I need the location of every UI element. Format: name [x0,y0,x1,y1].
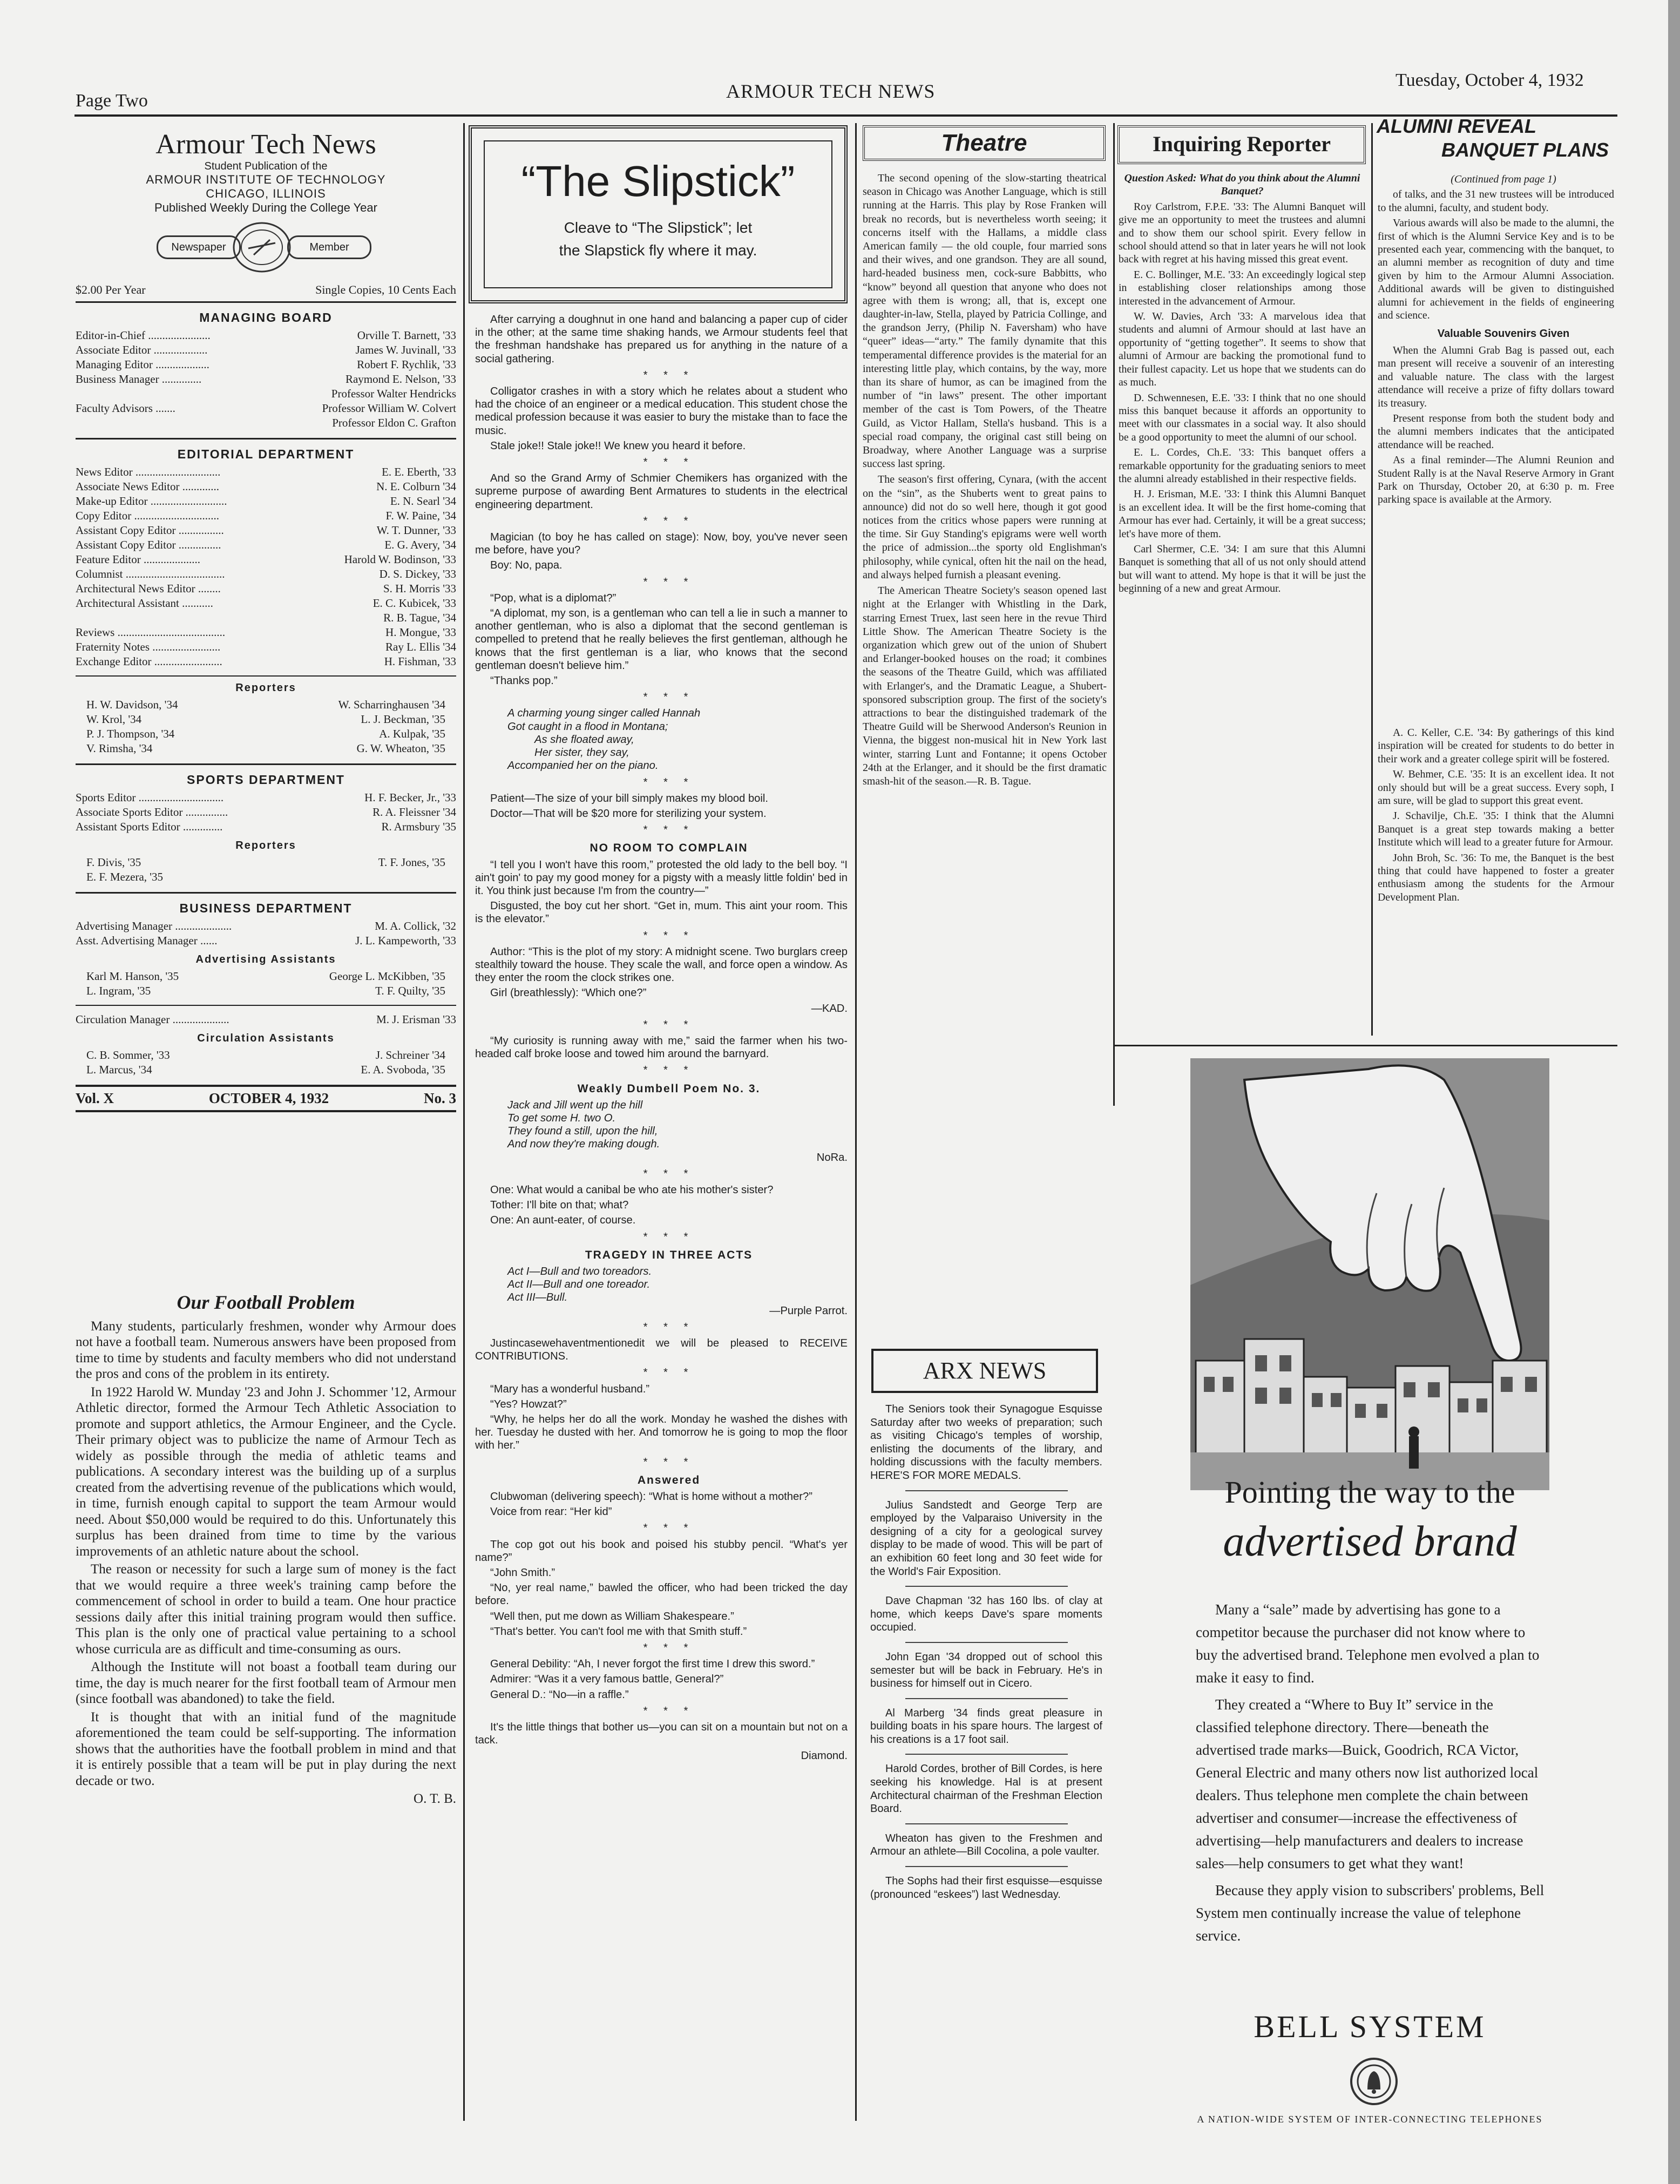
separator-stars: * * * [643,1321,695,1333]
masthead-subtitle: Student Publication of the [204,160,328,172]
assistant-row [86,1063,445,1077]
alumni-title-2: BANQUET PLANS [1441,139,1609,161]
joke-paragraph: “Why, he helps her do all the work. Monday he washed the dishes with her. Tuesday he dusted with her. And tomorrow he is going to mop the floor with her.” [475,1414,848,1452]
verse-line: Jack and Jill went up the hill [507,1099,643,1111]
verse-line: Accompanied her on the piano. [507,760,659,772]
reporter-row-label: W. Krol, '34 [86,713,142,726]
staff-row-value: Harold W. Bodinson, '33 [344,553,456,566]
assistant-row-label: L. Marcus, '34 [86,1063,152,1076]
reporter-answer: Carl Shermer, C.E. '34: I am sure that this Alumni Banquet is something that all of us not only should attend but will want to attend. My hope is that it will be just the beginning of a new and great Armour. [1119,543,1366,595]
joke-paragraph: Tother: I'll bite on that; what? [490,1199,629,1212]
managing-board-heading: MANAGING BOARD [199,310,333,324]
bell-ad [1126,1058,1614,2138]
issue-number: No. 3 [423,1090,456,1106]
joke-heading: Weakly Dumbell Poem No. 3. [577,1082,761,1095]
reporter-answer: H. J. Erisman, M.E. '33: I think this Alumni Banquet is an excellent idea. It will be the first home-coming that Armour has ever had. Certainly, it will be a great success; let's have more of them. [1119,488,1366,540]
reporter-row [86,855,445,870]
reporter-row-label: V. Rimsha, '34 [86,742,153,755]
reporter-answer: J. Schavilje, Ch.E. '35: I think that the Alumni Banquet is a great step towards making a better Institute which will lead to a greater future for Armour. [1378,810,1614,849]
editorial-article [76,1290,456,2176]
joke-paragraph: Patient—The size of your bill simply makes my blood boil. [490,792,768,804]
reporter-row-value: W. Scharringhausen '34 [338,698,445,711]
staff-row [76,934,456,948]
separator-stars: * * * [643,1522,695,1534]
theatre-heading-box [863,125,1106,161]
staff-row-value: F. W. Paine, '34 [385,509,456,522]
joke-heading: NO ROOM TO COMPLAIN [590,842,748,855]
staff-row-label: Advertising Manager .................... [76,919,232,932]
arx-item: The Sophs had their first esquisse—esquisse (pronounced “eskees”) last Wednesday. [870,1875,1102,1901]
section-rule [1113,1045,1617,1046]
badge-right-label: Member [287,235,371,259]
staff-row [76,552,456,567]
staff-row [76,582,456,596]
staff-row [76,357,456,372]
reporter-title: Inquiring Reporter [1153,132,1331,156]
joke-paragraph: General D.: “No—in a raffle.” [490,1688,629,1701]
alumni-paragraph: Various awards will also be made to the alumni, the first of which is the Alumni Service Key and is to be presented each year, commencing with the banquet, to an alumni member as recognition of duty and time given by him to the Armour Alumni Association. Additional awards will be given to distinguished alumni for achievement in the fields of engineering and science. [1378,217,1614,322]
separator-stars: * * * [643,576,695,588]
column-rule [463,123,465,2121]
slipstick-header-box [469,125,848,303]
reporter-row-value: G. W. Wheaton, '35 [356,742,445,755]
joke-paragraph: Clubwoman (delivering speech): “What is home without a mother?” [490,1491,812,1503]
staff-row [76,523,456,538]
separator-stars: * * * [643,776,695,788]
separator-stars: * * * [643,1642,695,1654]
separator-stars: * * * [643,515,695,527]
editorial-paragraph: In 1922 Harold W. Munday '23 and John J. Schommer '12, Armour Athletic director, formed the Armour Tech Athletic Association to promote and support athletics, the Armour Engineer, and the Cycle. Their primary object was to publicize the name of Armour Tech as widely as possible through the media of athletic teams and publications. A secondary interest was the building up of a surplus created from the advertising revenue of the publications which would, in time, furnish enough capital to support the team Armour would need. About $50,000 would be required to do this. Unfortunately this surplus has been drained from time to time by the various improvements of an athletic nature about the school. [76,1384,456,1559]
alumni-headline [1377,114,1614,162]
staff-row-label: News Editor .............................. [76,465,221,478]
alumni-title-1: ALUMNI REVEAL [1377,115,1536,137]
ad-headline-2: advertised brand [1223,1518,1517,1565]
staff-row-value: Ray L. Ellis '34 [385,640,456,653]
joke-paragraph: Colligator crashes in with a story which he relates about a student who had the choice of an engineer or a medical education. This student chose the medical profession because it was easier to bury the mistake than to face the music. [475,386,848,437]
editorial-reporters [76,698,456,756]
joke-paragraph: Girl (breathlessly): “Which one?” [490,987,647,999]
verse-line: As she floated away, [534,733,634,746]
reporter-row-label: F. Divis, '35 [86,856,141,869]
editorial-reporters-heading: Reporters [235,682,296,694]
arx-divider [905,1754,1068,1755]
reporter-row-label: H. W. Davidson, '34 [86,698,178,711]
staff-row-value: R. A. Fleissner '34 [372,806,456,819]
price-year: $2.00 Per Year [76,283,146,296]
joke-paragraph: “Thanks pop.” [490,675,558,687]
staff-row [76,479,456,494]
joke-paragraph: Admirer: “Was it a very famous battle, General?” [490,1673,724,1686]
staff-row [76,567,456,582]
arx-item: Al Marberg '34 finds great pleasure in building boats in his spare hours. The largest of his creations is a 17 foot sail. [870,1707,1102,1746]
separator-stars: * * * [643,824,695,836]
staff-row-label: Faculty Advisors ....... [76,402,175,415]
masthead-title: Armour Tech News [155,129,376,160]
staff-row [76,640,456,654]
issue-date: OCTOBER 4, 1932 [208,1090,329,1106]
joke-paragraph: General Debility: “Ah, I never forgot the first time I drew this sword.” [490,1658,815,1671]
staff-row [76,820,456,834]
separator-stars: * * * [643,1018,695,1031]
reporter-answer: E. C. Bollinger, M.E. '33: An exceedingly logical step in establishing closer relationships among those interested in the advancement of Armour. [1119,268,1366,307]
assistant-row-label: C. B. Sommer, '33 [86,1049,170,1061]
separator-stars: * * * [643,1705,695,1717]
staff-row-label: Reviews ...................................... [76,626,226,639]
reporter-continued-column [1378,726,1614,1039]
joke-signature: NoRa. [816,1151,848,1164]
reporter-row-label: E. F. Mezera, '35 [86,870,164,883]
reporter-answer: A. C. Keller, C.E. '34: By gatherings of this kind inspiration will be created for students to do better in their work and a greater college spirit will be fostered. [1378,727,1614,765]
arx-heading-box [871,1349,1098,1393]
editorial-list [76,465,456,669]
price-line [76,283,456,297]
staff-row [76,625,456,640]
verse-line: A charming young singer called Hannah [507,707,701,720]
assistant-row-value: E. A. Svoboda, '35 [361,1063,445,1076]
joke-signature: —Purple Parrot. [769,1304,848,1317]
joke-paragraph: “John Smith.” [490,1567,556,1579]
assistant-row-label: L. Ingram, '35 [86,984,151,997]
badge-seal-icon [232,221,292,273]
theatre-paragraph: The season's first offering, Cynara, (with the accent on the “sin”, as the Shuberts went to great pains to announce) did not do so well here, though it got good notices from the critics whose papers were running at the time. Sir Guy Standing's epigrams were well worth the price of admission...the sporty old Englishman's philosophy, while cynical, often hit the nail on the head, and always helped furnish a pleasant evening. [863,474,1107,581]
separator-stars: * * * [643,456,695,469]
staff-row-value: Professor Eldon C. Grafton [332,416,456,429]
joke-paragraph: Stale joke!! Stale joke!! We knew you heard it before. [490,439,746,452]
staff-row-value: R. B. Tague, '34 [383,611,456,624]
separator-stars: * * * [643,1230,695,1243]
joke-heading: TRAGEDY IN THREE ACTS [585,1248,753,1261]
circulation-manager-label: Circulation Manager .................... [76,1013,229,1026]
staff-row-value: N. E. Colburn '34 [376,480,456,493]
masthead-institute: ARMOUR INSTITUTE OF TECHNOLOGY [146,173,386,186]
staff-row-value: Professor William W. Colvert [322,402,456,415]
editorial-heading: EDITORIAL DEPARTMENT [177,447,355,461]
editorial-paragraph: Although the Institute will not boast a football team during our time, the day is much nearer for the first football team of Armour men (since football was abandoned) to take the field. [76,1660,456,1706]
assistant-row-label: Karl M. Hanson, '35 [86,970,179,983]
separator-stars: * * * [643,1456,695,1468]
ad-brand: BELL SYSTEM [1254,2009,1486,2044]
staff-row-label: Columnist ................................... [76,567,225,580]
slipstick-column [475,313,848,2181]
staff-row [76,387,456,401]
theatre-paragraph: The second opening of the slow-starting theatrical season in Chicago was Another Language, which is still running at the Harris. This play by Rose Franken will break no records, but is nevertheless worth seeing; it concerns itself with the Hallams, a middle class American family — the old couple, four married sons and their wives, and one grandson. They are all sound, hard-headed business men, cock-sure Babbitts, who “know” beyond all question that anyone who does not agree with them is wrong; all, that is, except one daughter-in-law, Stella, played by Patricia Collinge, and the grandson Jerry, (Philip N. Faversham) who have “queer” ideas—“arty.” The family dynamite that this temperamental difference provides is the material for an interesting little play, which contains, by the way, more than its share of humor, as can be imagined from the number of “in laws” present. The other important member of the cast is Tom Powers, of the Theatre Guild, as Victor Hallam, Stella's husband. This is a special road company, the original cast still being on Broadway, where Another Language was a surprise success last spring. [863,172,1107,470]
separator-stars: * * * [643,1367,695,1379]
reporter-column [1119,172,1366,1036]
joke-paragraph: “Well then, put me down as William Shakespeare.” [490,1610,734,1622]
verse-line: Her sister, they say, [534,747,629,759]
staff-row-label: Architectural Assistant ........... [76,597,213,610]
joke-paragraph: It's the little things that bother us—you can sit on a mountain but not on a tack. [475,1721,848,1747]
staff-row [76,401,456,416]
staff-row [76,790,456,805]
ad-paragraph: Because they apply vision to subscribers' problems, Bell System men continually increase the value of telephone service. [1196,1882,1544,1944]
staff-row-label: Exchange Editor ........................ [76,655,222,668]
ad-headline-1: Pointing the way to the [1224,1475,1515,1510]
separator-stars: * * * [643,1064,695,1077]
staff-row-label: Make-up Editor ........................... [76,495,227,508]
joke-paragraph: “Pop, what is a diplomat?” [490,592,617,604]
sports-reporters-heading: Reporters [235,840,296,851]
ad-tagline: A NATION-WIDE SYSTEM OF INTER-CONNECTING TELEPHONES [1197,2114,1543,2125]
separator-stars: * * * [643,929,695,942]
verse-line: Act II—Bull and one toreador. [507,1279,651,1291]
staff-row-value: E. C. Kubicek, '33 [372,597,456,610]
verse-line: Act I—Bull and two toreadors. [507,1266,652,1277]
staff-row-label: Editor-in-Chief ...................... [76,329,211,342]
slipstick-title: “The Slipstick” [521,157,795,205]
masthead-city: CHICAGO, ILLINOIS [206,187,326,200]
staff-row [76,611,456,625]
verse-line: Act III—Bull. [507,1292,568,1304]
reporter-answer: Roy Carlstrom, F.P.E. '33: The Alumni Banquet will give me an opportunity to meet the trustees and alumni and to show them our school spirit. Every fellow in school should attend so that in later years he will not look back with regret at his having missed this great event. [1119,200,1366,266]
staff-row [76,494,456,509]
staff-row-value: Orville T. Barnett, '33 [357,329,456,342]
joke-paragraph: “My curiosity is running away with me,” said the farmer when his two-headed calf broke loose and towed him around the barnyard. [475,1034,848,1060]
joke-paragraph: Author: “This is the plot of my story: A midnight scene. Two burglars creep stealthily toward the house. They scale the wall, and force open a window. As they enter the room the clock strikes one. [475,945,848,984]
staff-row-value: M. A. Collick, '32 [375,919,456,932]
column-rule [1113,123,1115,1106]
joke-paragraph: Disgusted, the boy cut her short. “Get in, mum. This aint your room. This is the elevator.” [475,900,848,925]
business-list [76,919,456,948]
staff-row-label: Fraternity Notes ........................ [76,640,221,653]
managing-board-list [76,328,456,430]
staff-row-label: Assistant Copy Editor ................ [76,524,224,537]
staff-row-value: W. T. Dunner, '33 [376,524,456,537]
staff-row-value: J. L. Kampeworth, '33 [355,934,456,947]
price-single: Single Copies, 10 Cents Each [315,283,456,296]
verse-line: And now they're making dough. [507,1138,660,1151]
arx-divider [905,1586,1068,1587]
sports-reporters [76,855,456,884]
joke-paragraph: One: What would a canibal be who ate his mother's sister? [490,1184,774,1196]
joke-paragraph: One: An aunt-eater, of course. [490,1214,636,1227]
reporter-row [86,727,445,741]
circulation-assistants [76,1048,456,1077]
arx-divider [905,1823,1068,1824]
editorial-title: Our Football Problem [177,1292,355,1313]
bell-logo-icon [1350,2057,1398,2106]
masthead-frequency: Published Weekly During the College Year [154,201,377,214]
issue-date-header: Tuesday, October 4, 1932 [1396,70,1584,90]
staff-row-value: H. F. Becker, Jr., '33 [364,791,456,804]
verse-line: They found a still, upon the hill, [507,1125,658,1138]
arx-item: John Egan '34 dropped out of school this semester but will be back in February. He's in business for himself out in Cicero. [870,1651,1102,1690]
alumni-continued-note: (Continued from page 1) [1451,173,1556,185]
staff-row-label: Asst. Advertising Manager ...... [76,934,218,947]
arx-item: The Seniors took their Synagogue Esquisse Saturday after two weeks of preparation; such as visiting Chicago's temples of worship, enlisting the documents of the library, and holding discussions with the faculty members. HERE'S FOR MORE MEDALS. [870,1403,1102,1482]
arx-divider [905,1866,1068,1867]
staff-row [76,416,456,430]
staff-row-label: Feature Editor .................... [76,553,200,566]
staff-row-value: E. G. Avery, '34 [384,538,456,551]
staff-row-value: H. Mongue, '33 [385,626,456,639]
arx-divider [905,1698,1068,1699]
staff-row-label: Associate Sports Editor ............... [76,806,228,819]
arx-column [870,1403,1102,2159]
separator-stars: * * * [643,691,695,704]
joke-paragraph: “Yes? Howzat?” [490,1398,567,1410]
staff-row-label: Associate News Editor ............. [76,480,219,493]
staff-row-value: Robert F. Rychlik, '33 [357,358,456,371]
alumni-paragraph: When the Alumni Grab Bag is passed out, each man present will receive a souvenir of an interesting and valuable nature. The class with the largest attendance will receive a prize of fifty dollars toward its treasury. [1378,344,1614,409]
sports-list [76,790,456,834]
joke-paragraph: “A diplomat, my son, is a gentleman who can tell a lie in such a manner to another gentleman, who is also a diplomat that the second gentleman is compelled to pretend that he really believes the first gentleman, although he knows that the first gentleman is a liar, who knows that the second gentleman doesn't believe him.” [475,607,848,672]
reporter-heading-box [1117,125,1366,164]
joke-paragraph: “That's better. You can't fool me with that Smith stuff.” [490,1625,747,1638]
reporter-row-value: T. F. Jones, '35 [378,856,445,869]
arx-divider [905,1490,1068,1491]
joke-paragraph: “No, yer real name,” bawled the officer, who had been tricked the day before. [475,1582,848,1607]
ad-body [1196,1598,1547,1951]
reporter-row [86,712,445,727]
reporter-row-value: A. Kulpak, '35 [379,727,445,740]
advertising-assistants [76,969,456,998]
joke-paragraph: Doctor—That will be $20 more for sterilizing your system. [490,807,767,820]
staff-row-label: Copy Editor .............................. [76,509,219,522]
verse-line: Got caught in a flood in Montana; [507,720,668,733]
theatre-paragraph: The American Theatre Society's season opened last night at the Erlanger with Whistling in the Dark, starring Ernest Truex, last seen here in the revue Third Little Show. The American Theatre Society is the organization which grew out of the union of Shubert and Erlanger-booked houses on the road; it combines the seasons of the Theatre Guild, which was affiliated with Erlanger's, and the Dramatic League, a Shubert-sponsored subscription group. The first of the society's attractions to bear the distinguished trademark of the Theatre Guild will be Sherwood Anderson's Reunion in Vienna, the biggest non-musical hit in New York last winter, starring Lunt and Fontanne; it opens October 24th at the Erlanger, and it should be the first dramatic smash-hit of the season.—R. B. Tague. [863,585,1107,787]
verse-line: To get some H. two O. [507,1112,616,1124]
reporter-question: Question Asked: What do you think about the Alumni Banquet? [1124,172,1360,198]
arx-item: Wheaton has given to the Freshmen and Armour an athlete—Bill Cocolina, a pole vaulter. [870,1832,1102,1858]
editorial-paragraph: Many students, particularly freshmen, wonder why Armour does not have a football team. Numerous answers have been proposed from time to time by students and faculty members who did not understand the pros and cons of the problem in its entirety. [76,1318,456,1381]
staff-row-label: Architectural News Editor ........ [76,582,221,595]
staff-row [76,919,456,934]
staff-row [76,509,456,523]
staff-row-label: Assistant Copy Editor ............... [76,538,221,551]
joke-paragraph: Voice from rear: “Her kid” [490,1506,612,1518]
reporter-answer: E. L. Cordes, Ch.E. '33: This banquet offers a remarkable opportunity for the graduating seniors to meet the alumni already established in their respective fields. [1119,447,1366,485]
assistant-row-value: George L. McKibben, '35 [329,970,445,983]
joke-paragraph: Justincasewehaventmentionedit we will be pleased to RECEIVE CONTRIBUTIONS. [475,1337,848,1363]
circulation-manager-row [76,1012,456,1027]
sports-heading: SPORTS DEPARTMENT [187,773,345,787]
page-edge [1668,0,1680,2184]
reporter-answer: John Broh, Sc. '36: To me, the Banquet is the best thing that could have happened to foster a greater enthusiasm among the students for the Armour Development Plan. [1378,851,1614,903]
alumni-subhead: Valuable Souvenirs Given [1437,328,1570,340]
arx-item: Dave Chapman '32 has 160 lbs. of clay at home, which keeps Dave's spare moments occupied. [870,1595,1102,1634]
slipstick-motto-1: Cleave to “The Slipstick”; let [564,219,753,236]
assistant-row-value: T. F. Quilty, '35 [375,984,445,997]
reporter-answer: W. Behmer, C.E. '35: It is an excellent idea. It not only should but will be a great success. Every soph, I am sure, will be glad to support this great event. [1378,768,1614,807]
reporter-answer: W. W. Davies, Arch '33: A marvelous idea that students and alumni of Armour should at last have an opportunity of “getting together”. It seems to show that alumni of Armour are backing the promotional fund to their fullest capacity. Let us hope that we students can do as much. [1119,310,1366,389]
separator-stars: * * * [643,1167,695,1180]
assistant-row [86,984,445,998]
arx-title: ARX NEWS [923,1357,1047,1384]
paper-name: ARMOUR TECH NEWS [726,80,936,102]
staff-row [76,372,456,387]
staff-row-value: James W. Juvinall, '33 [355,343,456,356]
joke-paragraph: Boy: No, papa. [490,559,563,572]
joke-paragraph: “Mary has a wonderful husband.” [490,1383,650,1395]
press-association-badge [76,219,456,279]
advertising-assistants-heading: Advertising Assistants [195,954,336,965]
masthead [76,123,456,1112]
reporter-row [86,698,445,712]
staff-row-value: E. E. Eberth, '33 [382,465,456,478]
theatre-column [863,172,1107,1338]
staff-row [76,465,456,479]
editorial-paragraph: It is thought that with an initial fund of the magnitude aforementioned the team could be self-supporting. The information shows that the authorities have the football problem in mind and that it is entirely possible that a team will be put in play during the next decade or two. [76,1709,456,1788]
staff-row [76,654,456,669]
staff-row-label: Managing Editor ................... [76,358,209,371]
staff-row [76,328,456,343]
ad-paragraph: They created a “Where to Buy It” service in the classified telephone directory. There—beneath the advertised trade marks—Buick, Goodrich, RCA Victor, General Electric and many others now list authorized local dealers. Thus telephone men complete the chain between advertiser and consumer—increase the effectiveness of advertising—help manufacturers and dealers to increase sales—help consumers to get what they want! [1196,1696,1539,1871]
staff-row-label: Business Manager .............. [76,373,202,386]
staff-row-label: Associate Editor ................... [76,343,208,356]
circulation-manager-name: M. J. Erisman '33 [376,1013,456,1026]
assistant-row-value: J. Schreiner '34 [375,1049,445,1061]
staff-row [76,343,456,357]
joke-paragraph: And so the Grand Army of Schmier Chemikers has organized with the supreme purpose of awarding Bent Armatures to students in the electrical engineering department. [475,472,848,511]
staff-row [76,538,456,552]
staff-row-value: S. H. Morris '33 [383,582,456,595]
alumni-paragraph: As a final reminder—The Alumni Reunion and Student Rally is at the Naval Reserve Armory in Grant Park on Thursday, October 20, at 6:30 p. m. Free parking space is available at the Armory. [1378,454,1614,506]
badge-left-label: Newspaper [157,235,241,259]
reporter-row-label: P. J. Thompson, '34 [86,727,175,740]
editorial-paragraph: The reason or necessity for such a large sum of money is the fact that we would require a three week's training camp before the commencement of school in order to build a team. One hour practice sessions daily after this initial training program would then suffice. This plan is the only one of practical value pertaining to a school whose curricula are as difficult and time-consuming as ours. [76,1562,456,1656]
staff-row [76,805,456,820]
staff-row-value: E. N. Searl '34 [390,495,456,508]
reporter-row [86,870,445,884]
ad-paragraph: Many a “sale” made by advertising has gone to a competitor because the purchaser did not know where to buy the advertised brand. Telephone men evolved a plan to make it easy to find. [1196,1601,1540,1686]
joke-paragraph: After carrying a doughnut in one hand and balancing a paper cup of cider in the other; at the same time shaking hands, we Armour students feel that the freshman handshake has prepared us for anything in the nature of a social gathering. [475,314,848,365]
staff-row-value: Professor Walter Hendricks [331,387,456,400]
column-rule [1371,123,1373,1036]
business-heading: BUSINESS DEPARTMENT [179,901,353,915]
pointing-hand-over-city-icon [1190,1058,1549,1490]
arx-item: Julius Sandstedt and George Terp are employed by the Valparaiso University in the designing of a city for a geological survey display to be made of wood. This will be part of an exhibition 60 feet long and 30 feet wide for the World's Fair Exposition. [870,1499,1102,1578]
arx-item: Harold Cordes, brother of Bill Cordes, is here seeking his knowledge. Hal is at present Architectural chairman of the Freshman Election Board. [870,1763,1102,1815]
staff-row-label: Sports Editor .............................. [76,791,224,804]
staff-row-value: Raymond E. Nelson, '33 [345,373,456,386]
column-rule [855,123,857,2121]
circulation-assistants-heading: Circulation Assistants [197,1032,335,1044]
editorial-signature: O. T. B. [414,1791,456,1806]
theatre-title: Theatre [941,130,1027,156]
joke-signature: Diamond. [801,1749,848,1762]
staff-row-value: H. Fishman, '33 [384,655,456,668]
assistant-row [86,969,445,984]
reporter-row-value: L. J. Beckman, '35 [361,713,445,726]
joke-signature: —KAD. [811,1002,848,1015]
slipstick-motto-2: the Slapstick fly where it may. [559,242,757,259]
separator-stars: * * * [643,369,695,381]
joke-heading: Answered [637,1473,701,1486]
volume-line [76,1090,456,1107]
reporter-answer: D. Schwennesen, E.E. '33: I think that no one should miss this banquet because it affords an opportunity to meet with our classmates in a social way. It also should be a good opportunity to meet the alumni of our school. [1119,391,1366,443]
arx-divider [905,1642,1068,1643]
joke-paragraph: Magician (to boy he has called on stage): Now, boy, you've never seen me before, have you? [475,531,848,557]
volume: Vol. X [76,1090,114,1106]
alumni-paragraph: of talks, and the 31 new trustees will be introduced to the alumni, faculty, and student body. [1378,188,1614,214]
assistant-row [86,1048,445,1063]
joke-paragraph: The cop got out his book and poised his stubby pencil. “What's yer name?” [475,1538,848,1564]
staff-row-value: D. S. Dickey, '33 [379,567,456,580]
joke-paragraph: “I tell you I won't have this room,” protested the old lady to the bell boy. “I ain't goin' to pay my good money for a pigsty with a measly little foldin' bed in it. You think just because I'm from the country—” [475,858,848,897]
alumni-paragraph: Present response from both the student body and the alumni members indicates that the anticipated attendance will be reached. [1378,412,1614,451]
page-label: Page Two [76,91,148,111]
staff-row-label: Assistant Sports Editor .............. [76,820,223,833]
staff-row-value: R. Armsbury '35 [381,820,456,833]
reporter-row [86,741,445,756]
staff-row [76,596,456,611]
